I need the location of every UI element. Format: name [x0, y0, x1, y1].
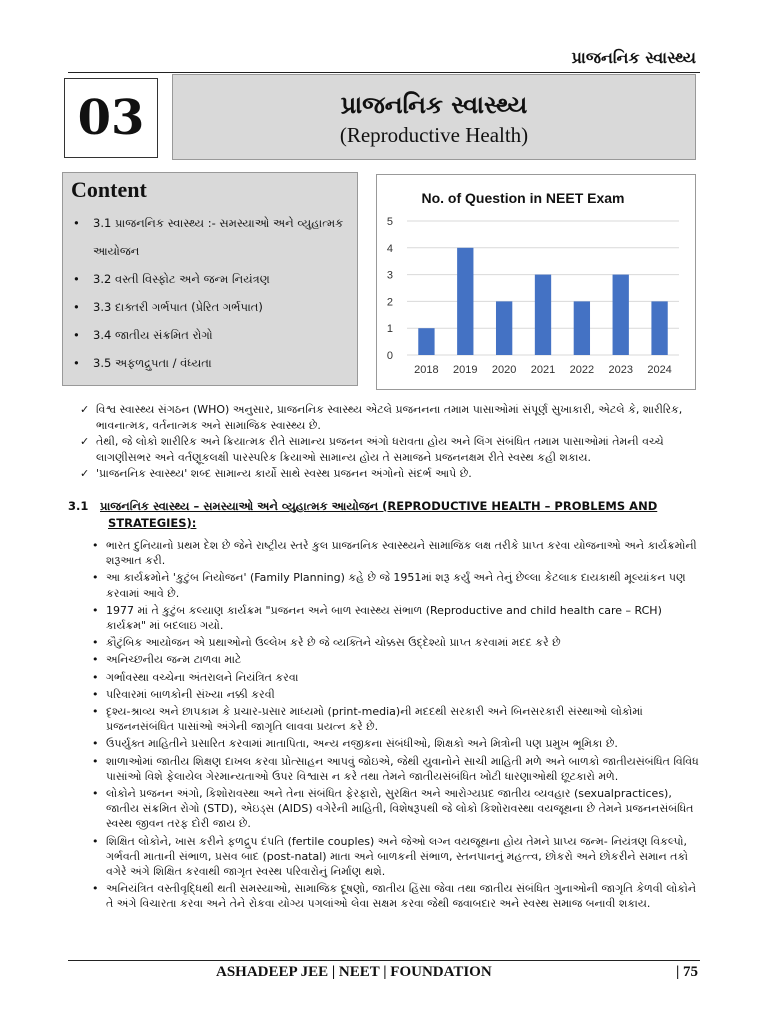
bullet-dot: • [92, 882, 99, 896]
section-title-line1: પ્રાજનનિક સ્વાસ્થ્ય – સમસ્યાઓ અને વ્યુહાત્મક આયોજન (REPRODUCTIVE HEALTH – PROBLEMS AND [100, 499, 658, 513]
bullet-dot: • [92, 571, 99, 585]
content-item [71, 293, 357, 321]
page-number: | 75 [675, 964, 698, 980]
content-item [71, 321, 357, 349]
bullet-text: અનિચ્છનીય જન્મ ટાળવા માટે [106, 653, 242, 667]
bullet-item [92, 538, 704, 568]
content-item [71, 265, 357, 293]
chapter-title-gujarati: પ્રાજનનિક સ્વાસ્થ્ય [340, 91, 528, 119]
content-item [71, 209, 357, 265]
bullet-dot: • [92, 705, 99, 719]
x-tick-label: 2020 [491, 364, 517, 376]
x-tick-label: 2022 [569, 364, 595, 376]
check-item-text: તેથી, જે લોકો શારીરિક અને ક્રિયાત્મક રીતે સામાન્ય પ્રજનન અંગો ધરાવતા હોય અને લિંગ સંબંધિત તમામ પાસાઓમાં તેમની વચ્ચે લાગણીસભર અને વર્તણૂકલક્ષી પારસ્પરિક ક્રિયાઓ સામાન્ય હોય તે સમાજને પ્રજનનક્ષમ રીતે સ્વસ્થ કહી શકાય. [96, 435, 664, 464]
check-item-text: 'પ્રાજનનિક સ્વાસ્થ્ય' શબ્દ સામાન્ય કાર્યો સાથે સ્વસ્થ પ્રજનન અંગોનો સંદર્ભ આપે છે. [96, 467, 472, 480]
footer-publisher: ASHADEEP JEE | NEET | FOUNDATION [216, 964, 492, 980]
bar-2022 [574, 301, 590, 355]
bar-2021 [535, 275, 551, 355]
footer-rule [68, 960, 700, 961]
bullet-dot: • [92, 636, 99, 650]
bullet-dot: • [73, 272, 80, 286]
check-item-text: વિશ્વ સ્વાસ્થ્ય સંગઠન (WHO) અનુસાર, પ્રાજનનિક સ્વાસ્થ્ય એટલે પ્રજનનના તમામ પાસાઓમાં સંપૂર્ણ સુખાકારી, એટલે કે, શારીરિક, ભાવનાત્મક, વર્તનાત્મક અને સામાજિક સ્વાસ્થ્ય છે. [96, 403, 683, 432]
check-item [80, 466, 702, 482]
bullet-text: શાળાઓમાં જાતીય શિક્ષણ દાખલ કરવા પ્રોત્સાહન આપવું જોઇએ, જેથી યુવાનોને સાચી માહિતી મળે અને બાળકો જાતીયસંબંધિત વિવિધ પાસાંઓ વિશે ફેલાયેલ ગેરમાન્યતાઓ ઉપર વિશ્વાસ ન કરે તથા તેમને જાતીયસંબંધિત ખોટી ધારણાઓથી છૂટકારો મળે. [106, 754, 699, 783]
bullet-item [92, 704, 704, 734]
content-item-text: 3.2 વસ્તી વિસ્ફોટ અને જન્મ નિયંત્રણ [93, 272, 270, 286]
x-tick-label: 2024 [647, 364, 672, 376]
bar-2024 [651, 301, 667, 355]
bullet-item [92, 670, 704, 685]
bullet-text: પરિવારમાં બાળકોની સંખ્યા નક્કી કરવી [106, 687, 275, 701]
y-tick-label: 5 [386, 216, 393, 228]
bullet-dot: • [73, 216, 80, 230]
header-rule [68, 72, 700, 73]
y-tick-label: 1 [386, 323, 393, 336]
check-item [80, 434, 702, 465]
bar-2018 [418, 328, 434, 355]
x-tick-label: 2019 [453, 364, 478, 376]
section-heading [68, 498, 704, 532]
bullet-text: 1977 માં તે કુટુંબ કલ્યાણ કાર્યક્રમ "પ્રજનન અને બાળ સ્વાસ્થ્ય સંભાળ (Reproductive and child health care – RCH) કાર્યક્રમ" માં બદલાઇ ગયો. [106, 603, 662, 633]
content-item [71, 349, 357, 377]
definition-checklist [80, 402, 702, 483]
content-heading: Content [71, 177, 147, 202]
content-item-text: 3.3 દાક્તરી ગર્ભપાત (પ્રેરિત ગર્ભપાત) [93, 300, 263, 314]
check-icon: ✓ [80, 435, 90, 448]
bullet-text: શિક્ષિત લોકોને, ખાસ કરીને ફળદ્રુપ દંપતિ (fertile couples) અને જેઓ લગ્ન વયજૂથના હોય તેમને પ્રાપ્ય જન્મ- નિયંત્રણ વિકલ્પો, ગર્ભવતી માતાની સંભાળ, પ્રસવ બાદ (post-natal) માતા અને બાળકની સંભાળ, સ્તનપાનનું મહત્ત્વ, છોકરો અને છોકરીને સમાન તકો વગેરે અંગે શિક્ષિત કરવાથી જાગૃત સ્વસ્થ પરિવારોનું નિર્માણ થશે. [106, 834, 688, 879]
section-title-line2: STRATEGIES): [108, 516, 197, 530]
bullet-item [92, 786, 704, 832]
bullet-text: ગર્ભાવસ્થા વચ્ચેના અંતરાલને નિયંત્રિત કરવા [106, 670, 299, 684]
x-tick-label: 2023 [608, 364, 633, 376]
bullet-dot: • [92, 670, 99, 684]
bullet-dot: • [73, 328, 80, 342]
bar-2019 [457, 248, 473, 355]
bullet-text: ભારત દુનિયાનો પ્રથમ દેશ છે જેને રાષ્ટ્રીય સ્તરે કુલ પ્રાજનનિક સ્વાસ્થ્યને સામાજિક લક્ષ તરીકે પ્રાપ્ત કરવા યોજનાઓ અને કાર્યક્રમોની શરૂઆત કરી. [106, 539, 697, 568]
bullet-dot: • [92, 834, 99, 848]
chapter-number: 03 [77, 90, 145, 146]
running-header-title: પ્રાજનનિક સ્વાસ્થ્ય [571, 48, 696, 67]
bullet-text: કૌટુંબિક આયોજન એ પ્રથાઓનો ઉલ્લેખ કરે છે જે વ્યક્તિને ચોક્કસ ઉદ્દેશ્યો પ્રાપ્ત કરવામાં મદદ કરે છે [106, 636, 561, 650]
bullet-item [92, 881, 704, 911]
bullet-dot: • [73, 356, 80, 370]
bullet-item [92, 570, 704, 600]
bullet-dot: • [92, 687, 99, 701]
y-tick-label: 4 [386, 242, 393, 255]
content-box [62, 172, 358, 386]
content-list [63, 209, 357, 377]
bullet-dot: • [92, 603, 99, 617]
chart-svg [377, 175, 695, 389]
section-number: 3.1 [68, 499, 89, 513]
bullet-dot: • [92, 754, 99, 768]
y-tick-label: 2 [386, 296, 393, 309]
bullet-text: લોકોને પ્રજનન અંગો, કિશોરાવસ્થા અને તેના સંબંધિત ફેરફારો, સુરક્ષિત અને આરોગ્યપ્રદ જાતીય વ્યવહાર (sexualpractices), જાતીય સંક્રમિત રોગો (STD), એઇડ્સ (AIDS) વગેરેની માહિતી, વિશેષરૂપથી જે લોકો કિશોરાવસ્થા વયજૂથના છે તેમને પ્રજનનસંબંધિત સ્વસ્થ જીવન તરફ દોરી જાય છે. [106, 787, 694, 831]
check-icon: ✓ [80, 467, 90, 480]
check-icon: ✓ [80, 403, 90, 416]
bullet-item [92, 603, 704, 633]
bullet-text: દૃશ્ય-શ્રાવ્ય અને છાપકામ કે પ્રચાર-પ્રસાર માધ્યમો (print-media)ની મદદથી સરકારી અને બિનસરકારી સંસ્થાઓ લોકોમાં પ્રજનનસંબંધિત પાસાંઓ અંગેની જાગૃતિ લાવવા પ્રયત્ન કરે છે. [106, 705, 643, 734]
x-tick-label: 2021 [530, 364, 556, 376]
content-item-text: 3.4 જાતીય સંક્રમિત રોગો [93, 328, 213, 342]
y-tick-label: 3 [386, 269, 393, 282]
bullet-dot: • [92, 539, 99, 552]
chapter-title-box [172, 74, 696, 160]
bullet-item [92, 652, 704, 667]
bullet-item [92, 635, 704, 650]
section-bullet-list [92, 538, 704, 914]
y-tick-label: 0 [386, 350, 393, 362]
bullet-dot: • [92, 737, 99, 751]
content-item-text: 3.1 પ્રાજનનિક સ્વાસ્થ્ય :- સમસ્યાઓ અને વ્યુહાત્મક આયોજન [93, 216, 344, 258]
bar-2023 [613, 275, 629, 355]
bullet-dot: • [73, 300, 80, 314]
chapter-number-box [64, 78, 158, 158]
bullet-item [92, 687, 704, 702]
bullet-text: આ કાર્યક્રમોને 'કુટુંબ નિયોજન' (Family Planning) કહે છે જે 1951માં શરૂ કર્યું અને તેનું છેલ્લા કેટલાક દાયકાથી મૂલ્યાંકન પણ કરવામાં આવે છે. [106, 571, 686, 600]
bullet-dot: • [92, 787, 99, 801]
bar-2020 [496, 301, 512, 355]
x-tick-label: 2018 [414, 364, 439, 376]
bullet-item [92, 754, 704, 784]
bullet-dot: • [92, 653, 99, 667]
neet-questions-chart [376, 174, 696, 390]
chapter-title-english: (Reproductive Health) [339, 123, 529, 147]
bullet-text: અનિયંત્રિત વસ્તીવૃદ્ધિથી થતી સમસ્યાઓ, સામાજિક દૂષણો, જાતીય હિંસા જેવા તથા જાતીય સંબંધિત ગુનાઓની જાગૃતિ કેળવી લોકોને તે અંગે વિચારતા કરવા અને તેને રોકવા યોગ્ય પગલાંઓ લેવા સક્ષમ કરવા જેથી જવાબદાર અને સ્વસ્થ સમાજ બનાવી શકાય. [106, 882, 697, 911]
bullet-item [92, 736, 704, 751]
bullet-text: ઉપર્યુક્ત માહિતીને પ્રસારિત કરવામાં માતાપિતા, અન્ય નજીકના સંબંધીઓ, શિક્ષકો અને મિત્રોની પણ પ્રમુખ ભૂમિકા છે. [106, 737, 618, 751]
check-item [80, 402, 702, 433]
chart-title: No. of Question in NEET Exam [421, 190, 625, 206]
bullet-item [92, 834, 704, 880]
content-item-text: 3.5 અફળદ્રુપતા / વંધ્યતા [93, 356, 212, 370]
